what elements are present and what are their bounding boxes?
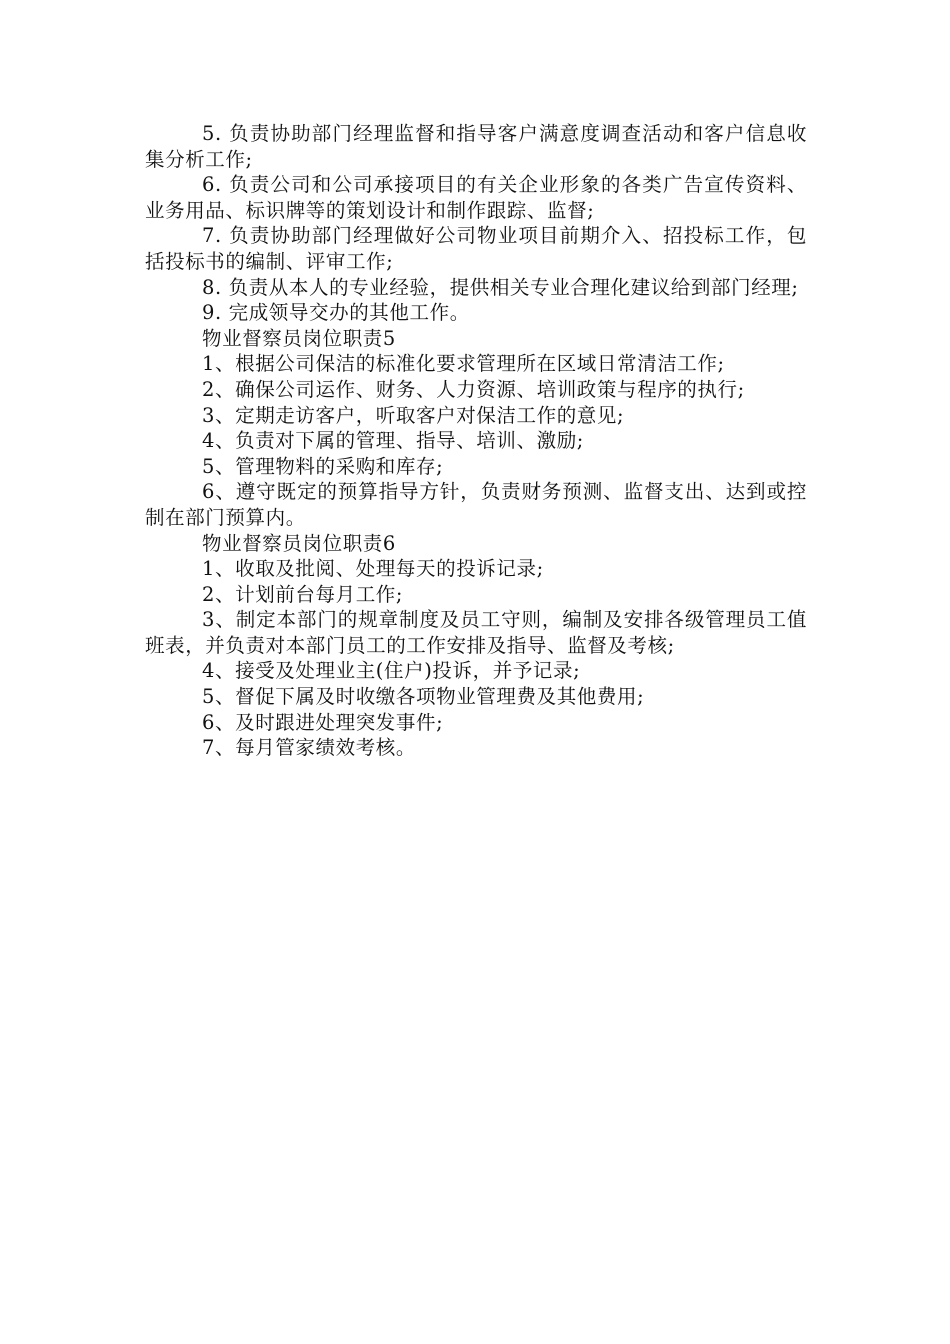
section6-item-1: 1、收取及批阅、处理每天的投诉记录;	[202, 557, 544, 581]
section-heading-5: 物业督察员岗位职责5	[202, 326, 396, 350]
section6-item-3: 3、制定本部门的规章制度及员工守则，编制及安排各级管理员工值班表，并负责对本部门员工的工作安排及指导、监督及考核;	[145, 608, 807, 657]
section6-item-7: 7、每月管家绩效考核。	[202, 736, 417, 760]
section5-item-4: 4、负责对下属的管理、指导、培训、激励;	[202, 429, 584, 453]
duty-item-9: 9. 完成领导交办的其他工作。	[202, 301, 470, 325]
duty-item-6: 6. 负责公司和公司承接项目的有关企业形象的各类广告宣传资料、业务用品、标识牌等的策划设计和制作跟踪、监督;	[145, 173, 807, 222]
document-body	[145, 121, 807, 761]
section5-item-1: 1、根据公司保洁的标准化要求管理所在区域日常清洁工作;	[202, 352, 725, 376]
duty-item-7: 7. 负责协助部门经理做好公司物业项目前期介入、招投标工作，包括投标书的编制、评审工作;	[145, 224, 807, 273]
section6-item-2: 2、计划前台每月工作;	[202, 582, 404, 606]
duty-item-8: 8. 负责从本人的专业经验，提供相关专业合理化建议给到部门经理;	[202, 275, 799, 299]
section5-item-3: 3、定期走访客户，听取客户对保洁工作的意见;	[202, 403, 625, 427]
duty-item-5: 5. 负责协助部门经理监督和指导客户满意度调查活动和客户信息收集分析工作;	[145, 122, 807, 171]
section5-item-6: 6、遵守既定的预算指导方针，负责财务预测、监督支出、达到或控制在部门预算内。	[145, 480, 807, 529]
section6-item-4: 4、接受及处理业主(住户)投诉，并予记录;	[202, 659, 581, 683]
section5-item-5: 5、管理物料的采购和库存;	[202, 454, 444, 478]
section5-item-2: 2、确保公司运作、财务、人力资源、培训政策与程序的执行;	[202, 377, 745, 401]
section6-item-5: 5、督促下属及时收缴各项物业管理费及其他费用;	[202, 685, 645, 709]
section6-item-6: 6、及时跟进处理突发事件;	[202, 710, 444, 734]
section-heading-6: 物业督察员岗位职责6	[202, 531, 396, 555]
